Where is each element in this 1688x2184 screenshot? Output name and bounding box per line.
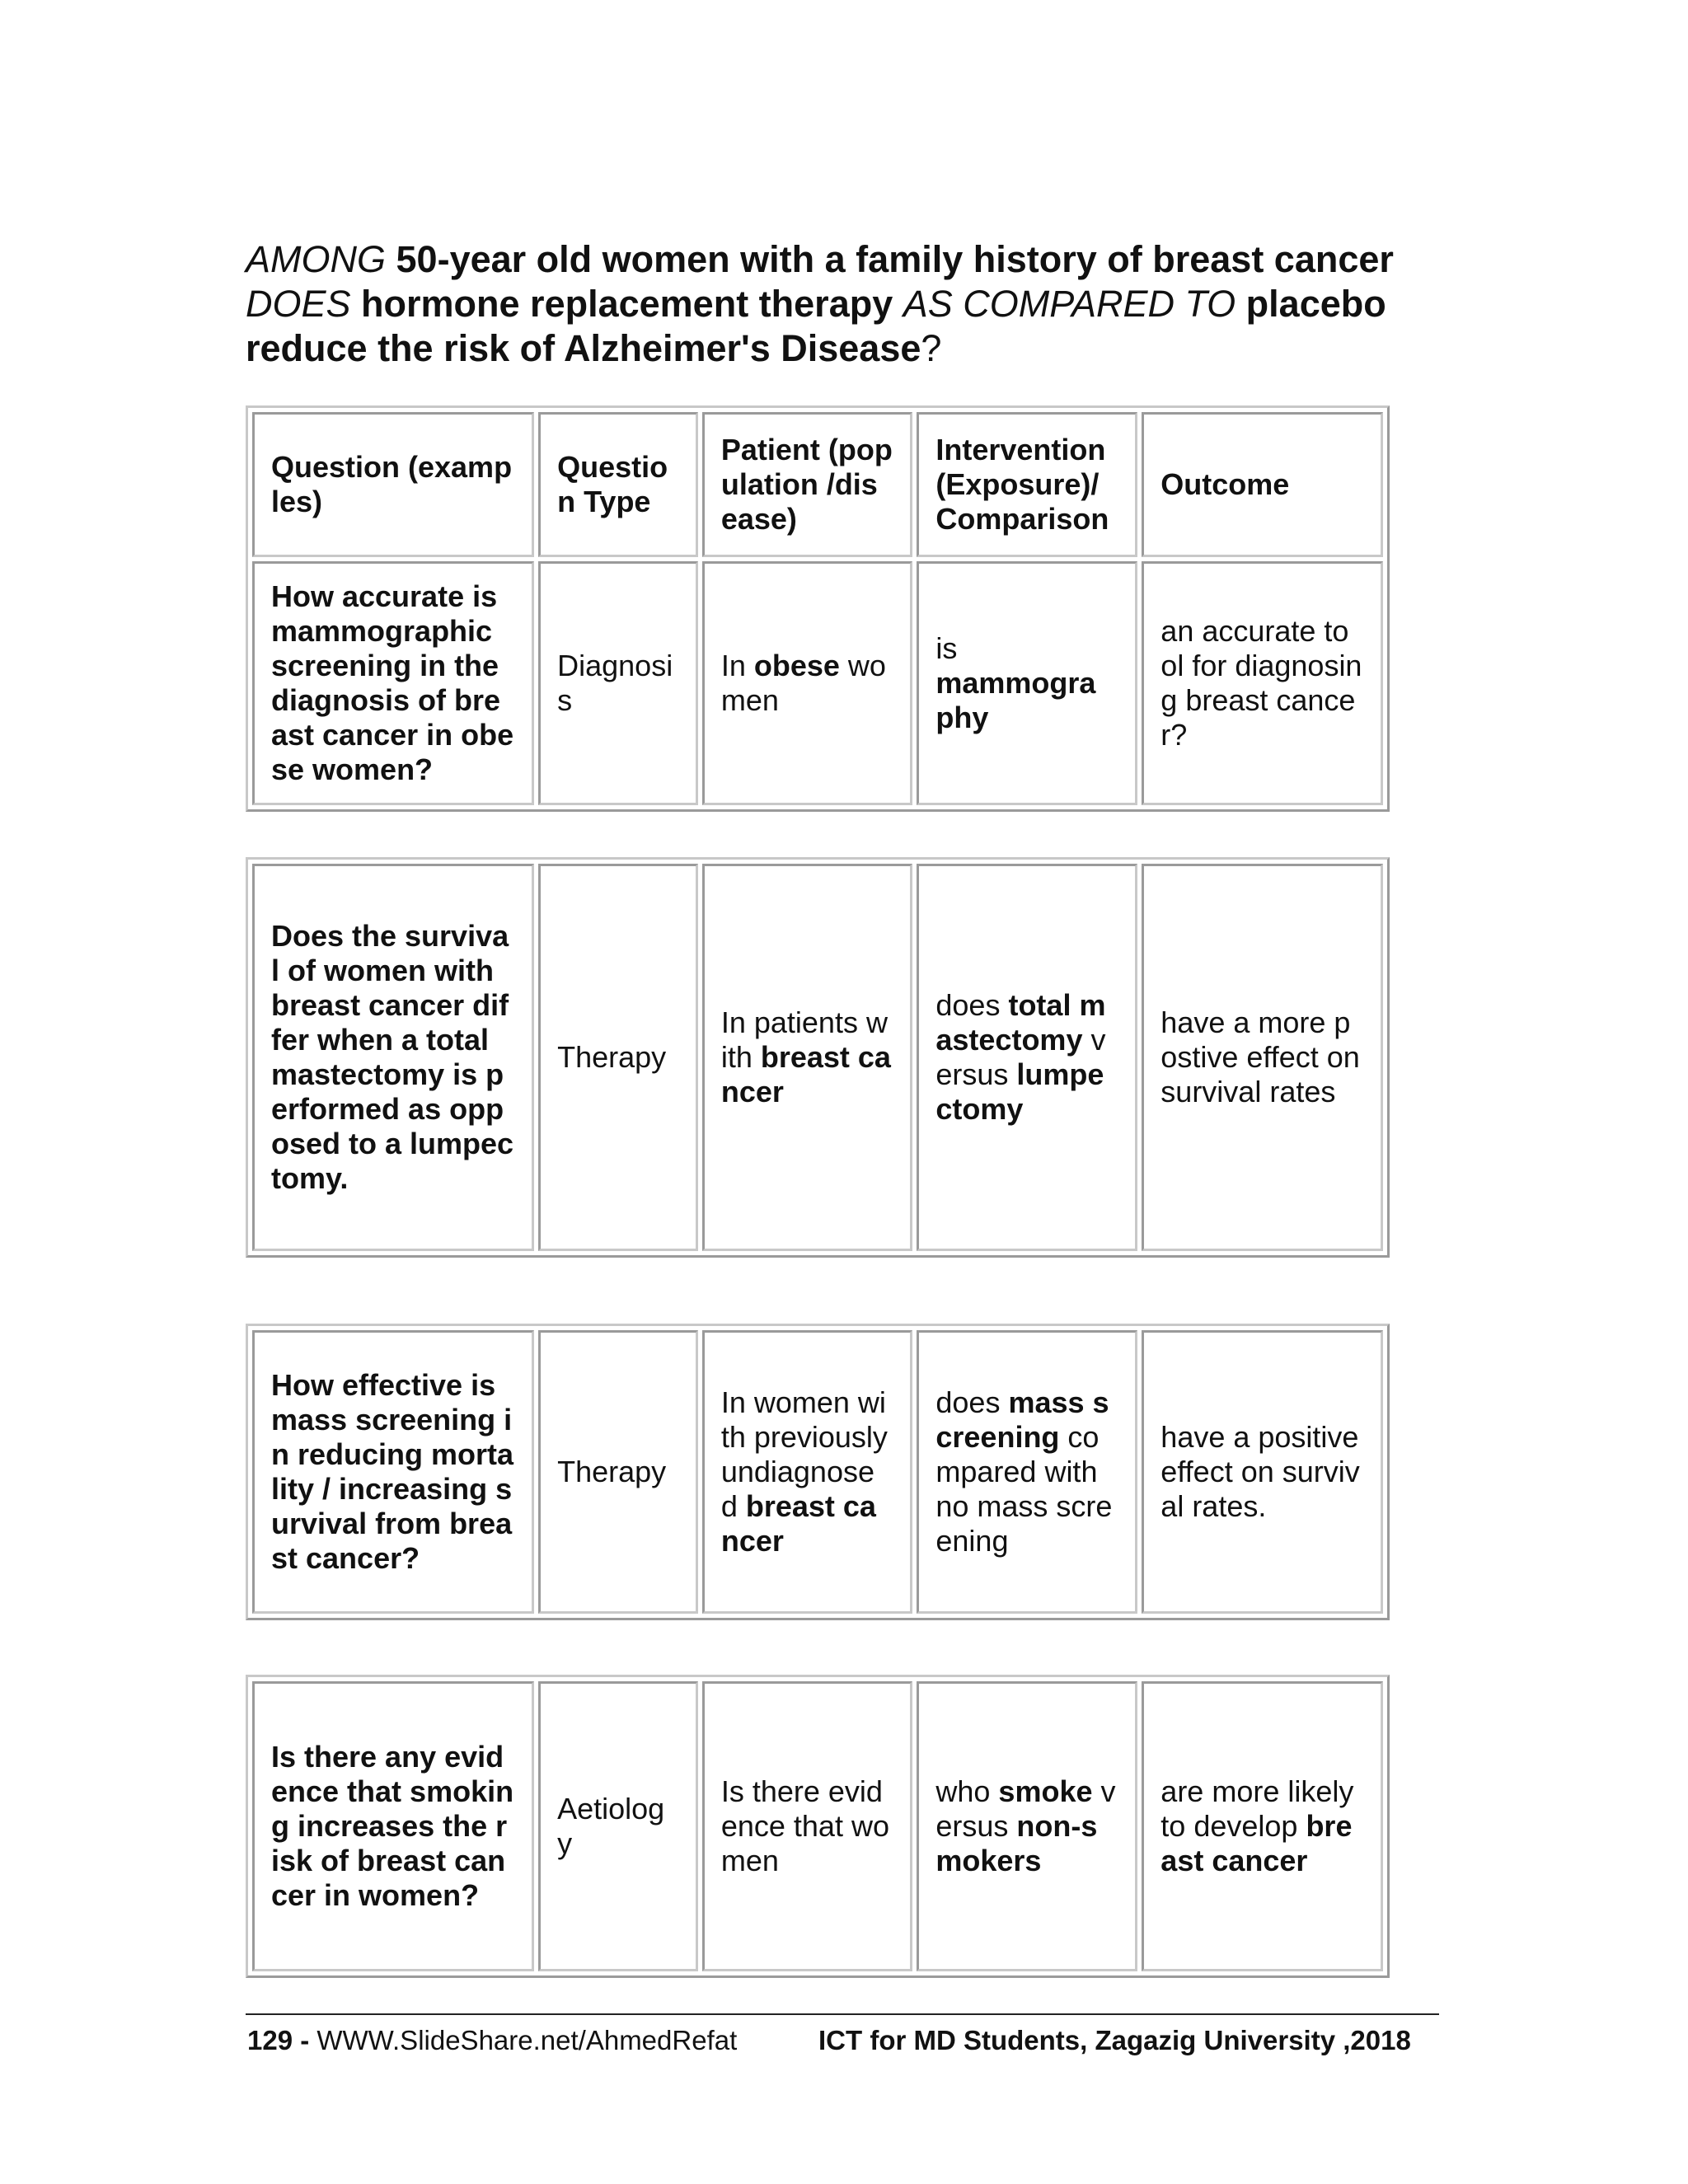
footer-left <box>247 2024 737 2057</box>
heading-does: DOES <box>246 283 351 325</box>
footer-course: ICT for MD Students, Zagazig University ,2018 <box>818 2025 1411 2055</box>
header-intervention: Intervention (Exposure)/ Comparison <box>917 412 1137 557</box>
table-header-row <box>252 412 1383 557</box>
header-patient: Patient (population /disease) <box>702 412 913 557</box>
cell-question-type: Aetiolog y <box>538 1681 698 1971</box>
pico-example-question <box>246 237 1416 371</box>
cell-outcome: an accurate tool for diagnosing breast cancer? <box>1142 561 1383 805</box>
cell-patient: In women with previously undiagnose d breast cancer <box>702 1330 913 1614</box>
pico-table-aetiology <box>246 1675 1390 1978</box>
pico-table-diagnosis <box>246 405 1390 812</box>
heading-population: 50-year old women with a family history of breast cancer <box>396 238 1394 280</box>
cell-patient: In obese women <box>702 561 913 805</box>
cell-question-type: Diagnosi s <box>538 561 698 805</box>
pico-table-therapy-mastectomy <box>246 857 1390 1258</box>
cell-intervention: who smoke versus non-smokers <box>917 1681 1137 1971</box>
cell-question-type: Therapy <box>538 1330 698 1614</box>
heading-as-compared-to: AS COMPARED TO <box>903 283 1236 325</box>
cell-intervention: is mammogra phy <box>917 561 1137 805</box>
pico-table-therapy-screening <box>246 1324 1390 1620</box>
cell-question: Does the survival of women with breast cancer differ when a total mastectomy is performed as opposed to a lumpectomy. <box>252 864 534 1251</box>
page-number: 129 - <box>247 2025 317 2055</box>
heading-end: ? <box>921 327 942 369</box>
cell-outcome: have a positive effect on survival rates. <box>1142 1330 1383 1614</box>
heading-intervention: hormone replacement therapy <box>361 283 893 325</box>
header-outcome: Outcome <box>1142 412 1383 557</box>
table-row <box>252 561 1383 805</box>
cell-intervention: does total mastectomy versus lumpectomy <box>917 864 1137 1251</box>
cell-patient: Is there evidence that women <box>702 1681 913 1971</box>
cell-question: How accurate is mammographic screening in the diagnosis of breast cancer in obese women? <box>252 561 534 805</box>
footer-site-link[interactable]: WWW.SlideShare.net/AhmedRefat <box>316 2025 738 2055</box>
cell-intervention: does mass screening compared with no mass screening <box>917 1330 1137 1614</box>
cell-outcome: have a more postive effect on survival rates <box>1142 864 1383 1251</box>
heading-among: AMONG <box>246 238 387 280</box>
table-row <box>252 1681 1383 1971</box>
heading-comparison: placebo reduce the risk of Alzheimer's Disease <box>246 283 1386 369</box>
table-row <box>252 864 1383 1251</box>
cell-patient: In patients with breast cancer <box>702 864 913 1251</box>
cell-question: Is there any evidence that smoking increases the risk of breast cancer in women? <box>252 1681 534 1971</box>
header-question: Question (examples) <box>252 412 534 557</box>
cell-question-type: Therapy <box>538 864 698 1251</box>
cell-question: How effective is mass screening in reducing mortality / increasing survival from breast cancer? <box>252 1330 534 1614</box>
header-question-type: Questio n Type <box>538 412 698 557</box>
cell-outcome: are more likely to develop breast cancer <box>1142 1681 1383 1971</box>
table-row <box>252 1330 1383 1614</box>
footer-divider <box>246 2013 1439 2015</box>
